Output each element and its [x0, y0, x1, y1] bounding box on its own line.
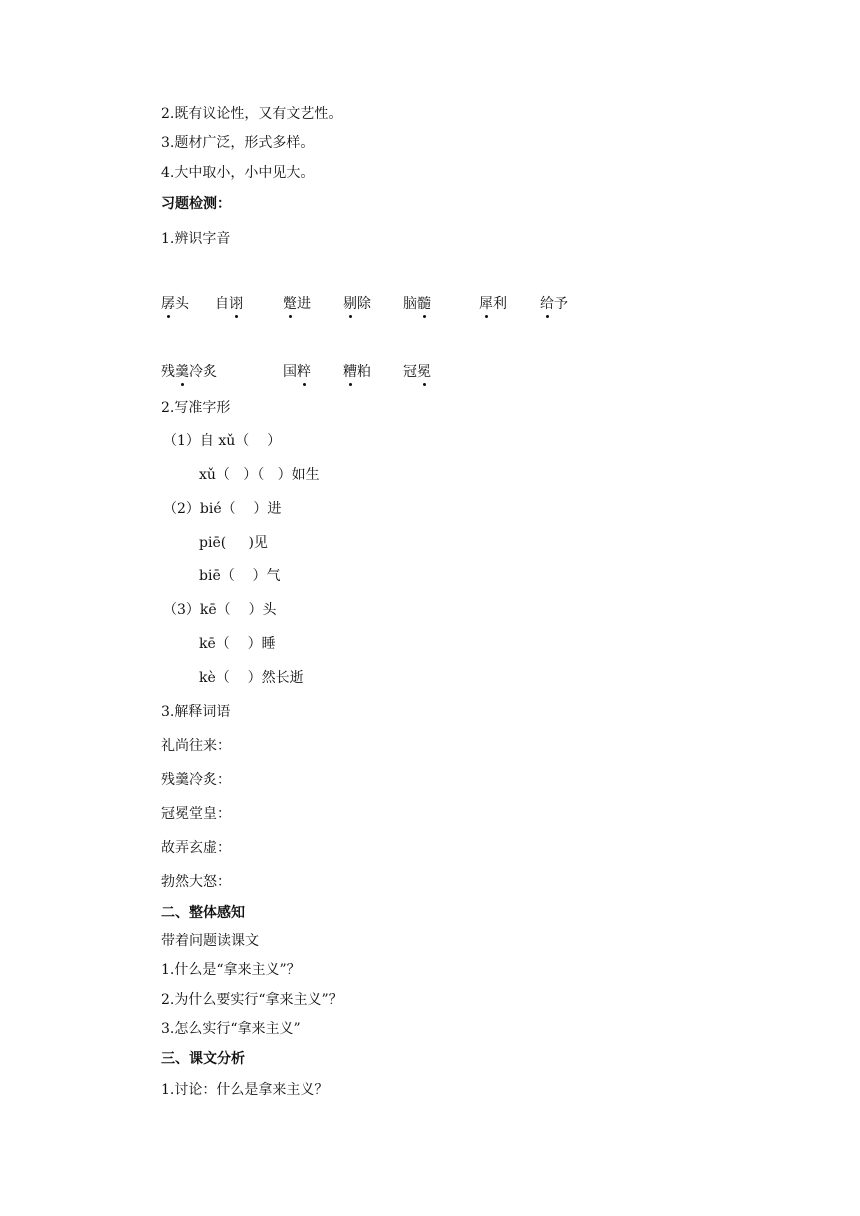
- pronunciation-word: 国粹: [283, 364, 311, 380]
- feature-4: 4.大中取小，小中见大。: [161, 165, 315, 181]
- pronunciation-word: 蹩进: [283, 296, 311, 312]
- feature-2: 2.既有议论性，又有文艺性。: [161, 106, 343, 122]
- pronunciation-word: 孱头: [161, 296, 189, 312]
- glyph-item: （3）kē（ ）头: [163, 602, 277, 618]
- vocab-item: 残羹冷炙：: [161, 772, 231, 788]
- pronunciation-word: 糟粕: [343, 364, 371, 380]
- vocab-item: 故弄玄虚：: [161, 840, 231, 856]
- section2-question: 2.为什么要实行“拿来主义”？: [161, 992, 343, 1008]
- dotted-char: 剔: [343, 296, 357, 312]
- pronunciation-word: 冠冕: [403, 364, 431, 380]
- dotted-char: 冕: [417, 364, 431, 380]
- dotted-char: 给: [540, 296, 554, 312]
- section3-q1: 1.讨论：什么是拿来主义？: [161, 1082, 329, 1098]
- pronunciation-word: 自诩: [215, 296, 243, 312]
- feature-3: 3.题材广泛，形式多样。: [161, 135, 315, 151]
- dotted-char: 诩: [229, 296, 243, 312]
- dotted-char: 髓: [417, 296, 431, 312]
- dotted-char: 孱: [161, 296, 175, 312]
- exercise-heading: 习题检测：: [161, 196, 231, 212]
- glyph-item: （1）自 xǔ（ ）: [163, 433, 282, 449]
- vocab-item: 勃然大怒：: [161, 874, 231, 890]
- glyph-item: piē( )见: [199, 535, 268, 551]
- section2-question: 3.怎么实行“拿来主义”: [161, 1021, 301, 1037]
- q3-title: 3.解释词语: [161, 704, 231, 720]
- pronunciation-word: 给予: [540, 296, 568, 312]
- vocab-item: 冠冕堂皇：: [161, 806, 231, 822]
- dotted-char: 糟: [343, 364, 357, 380]
- pronunciation-word: 犀利: [479, 296, 507, 312]
- dotted-char: 犀: [479, 296, 493, 312]
- q1-title: 1.辨识字音: [161, 231, 231, 247]
- glyph-item: biē（ ）气: [199, 568, 281, 584]
- q2-title: 2.写准字形: [161, 400, 231, 416]
- dotted-char: 蹩: [283, 296, 297, 312]
- pronunciation-word: 脑髓: [403, 296, 431, 312]
- glyph-item: （2）bié（ ）进: [163, 501, 282, 517]
- section2-intro: 带着问题读课文: [161, 933, 259, 949]
- section3-heading: 三、课文分析: [161, 1051, 245, 1067]
- dotted-char: 粹: [297, 364, 311, 380]
- dotted-char: 羹: [175, 364, 189, 380]
- glyph-item: xǔ（ ）（ ）如生: [199, 467, 320, 483]
- glyph-item: kē（ ）睡: [199, 636, 276, 652]
- pronunciation-word: 剔除: [343, 296, 371, 312]
- vocab-item: 礼尚往来：: [161, 738, 231, 754]
- section2-question: 1.什么是“拿来主义”？: [161, 962, 301, 978]
- pronunciation-word: 残羹冷炙: [161, 364, 217, 380]
- section2-heading: 二、整体感知: [161, 905, 245, 921]
- glyph-item: kè（ ）然长逝: [199, 670, 304, 686]
